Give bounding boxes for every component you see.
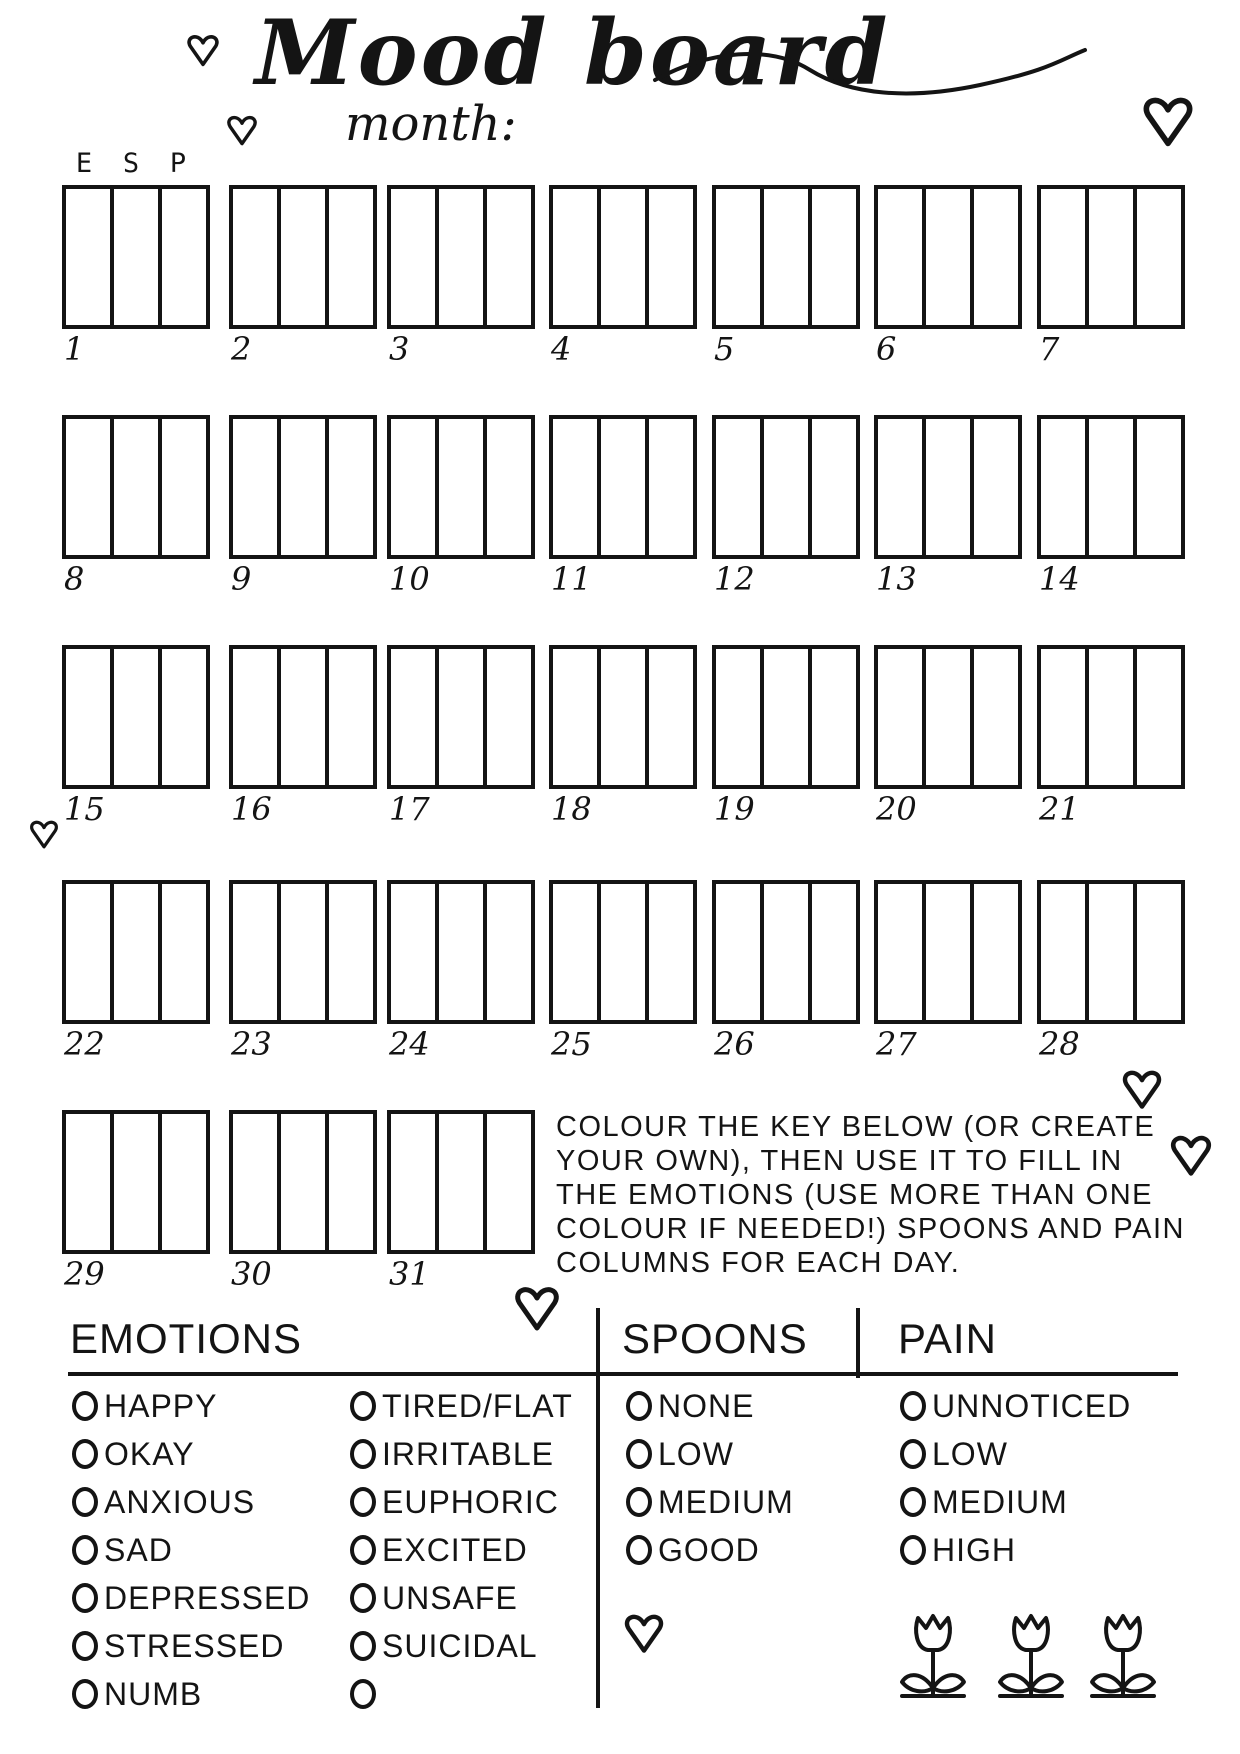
day-number: 26 [714,1025,755,1063]
day-tracker-box [1037,415,1185,559]
spoons-column[interactable] [281,884,329,1020]
day-cell [387,880,535,1070]
key-item [72,1526,310,1574]
key-item-label: STRESSED [104,1627,285,1664]
pain-column[interactable] [487,189,531,325]
day-number: 5 [714,330,735,368]
day-number: 31 [389,1255,430,1293]
emotion-column[interactable] [1041,419,1089,555]
spoons-column[interactable] [1089,649,1137,785]
colour-circle-icon[interactable] [350,1631,376,1661]
tulip-icon [900,1610,1180,1700]
key-item-label: IRRITABLE [382,1435,554,1472]
key-item-label: TIRED/FLAT [382,1387,573,1424]
colour-circle-icon[interactable] [350,1439,376,1469]
key-item [626,1526,794,1574]
pain-column[interactable] [162,1114,206,1250]
emotion-column[interactable] [391,884,439,1020]
spoons-column[interactable] [926,884,974,1020]
emotion-column[interactable] [233,189,281,325]
key-item [72,1382,310,1430]
day-cell [62,880,210,1070]
day-number: 1 [64,330,85,368]
day-tracker-box [229,1110,377,1254]
heart-icon [1120,1062,1164,1116]
pain-column-divider [856,1308,860,1378]
month-label: month: [345,96,517,152]
key-item-label: LOW [932,1435,1008,1472]
day-cell [62,1110,210,1300]
pain-column[interactable] [162,189,206,325]
spoons-column[interactable] [764,649,812,785]
spoons-column[interactable] [601,419,649,555]
colour-circle-icon[interactable] [350,1535,376,1565]
colour-circle-icon[interactable] [900,1535,926,1565]
day-cell [387,185,535,375]
emotion-column[interactable] [233,884,281,1020]
emotion-column[interactable] [716,884,764,1020]
key-item-label: HAPPY [104,1387,218,1424]
pain-column[interactable] [487,1114,531,1250]
emotion-column[interactable] [391,189,439,325]
day-cell [387,1110,535,1300]
day-tracker-box [229,880,377,1024]
key-item [350,1526,573,1574]
colour-circle-icon[interactable] [900,1487,926,1517]
pain-list [900,1382,1131,1574]
pain-column[interactable] [812,419,856,555]
key-item [72,1622,310,1670]
day-cell [229,645,377,835]
emotion-column[interactable] [716,189,764,325]
day-cell [1037,880,1185,1070]
spoons-column-divider [596,1308,600,1708]
pain-column[interactable] [329,189,373,325]
day-number: 24 [389,1025,430,1063]
colour-circle-icon[interactable] [72,1439,98,1469]
day-number: 16 [231,790,272,828]
instructions: COLOUR THE KEY BELOW (OR CREATE YOUR OWN), THEN USE IT TO FILL IN THE EMOTIONS (USE MORE THAN ONE COLOUR IF NEEDED!) SPOONS AND PAIN COLUMNS FOR EACH DAY. [556,1111,1185,1279]
day-tracker-box [712,880,860,1024]
spoons-column[interactable] [601,649,649,785]
key-item [900,1430,1131,1478]
day-number: 29 [64,1255,105,1293]
key-item [350,1622,573,1670]
key-item [626,1478,794,1526]
heart-icon [1140,90,1196,152]
spoons-column[interactable] [439,1114,487,1250]
day-number: 7 [1039,330,1060,368]
spoons-list [626,1382,794,1574]
day-cell [874,415,1022,605]
day-tracker-box [1037,880,1185,1024]
spoons-column[interactable] [601,884,649,1020]
spoons-column[interactable] [1089,189,1137,325]
day-number: 14 [1039,560,1080,598]
day-number: 23 [231,1025,272,1063]
pain-column[interactable] [1137,884,1181,1020]
colour-circle-icon[interactable] [72,1487,98,1517]
day-tracker-box [712,645,860,789]
day-cell [712,185,860,375]
day-number: 3 [389,330,410,368]
day-cell [712,415,860,605]
pain-column[interactable] [329,1114,373,1250]
emotion-column[interactable] [66,419,114,555]
emotions-list-2 [350,1382,573,1718]
spoons-column[interactable] [439,649,487,785]
spoons-column[interactable] [114,1114,162,1250]
pain-column[interactable] [974,189,1018,325]
spoons-column[interactable] [764,189,812,325]
key-item [72,1430,310,1478]
day-number: 11 [551,560,592,598]
day-number: 10 [389,560,430,598]
day-cell [549,185,697,375]
spoons-column[interactable] [281,189,329,325]
emotion-column[interactable] [1041,649,1089,785]
day-number: 21 [1039,790,1080,828]
emotion-column[interactable] [233,649,281,785]
day-tracker-box [1037,645,1185,789]
emotions-heading: EMOTIONS [70,1315,303,1362]
spoons-column[interactable] [926,189,974,325]
key-item [350,1670,573,1718]
key-item-label: SAD [104,1531,173,1568]
heart-icon [225,105,259,155]
colour-circle-icon[interactable] [900,1439,926,1469]
colour-circle-icon[interactable] [350,1391,376,1421]
key-item [626,1382,794,1430]
day-cell [229,415,377,605]
day-tracker-box [62,880,210,1024]
pain-column[interactable] [487,649,531,785]
day-cell [712,880,860,1070]
emotions-list-1 [72,1382,310,1718]
day-tracker-box [549,415,697,559]
pain-column[interactable] [329,419,373,555]
emotion-column[interactable] [391,649,439,785]
emotion-column[interactable] [553,419,601,555]
emotions-column-header: E [75,148,93,179]
day-tracker-box [62,415,210,559]
day-number: 22 [64,1025,105,1063]
emotion-column[interactable] [878,189,926,325]
day-cell [1037,185,1185,375]
day-cell [712,645,860,835]
day-number: 9 [231,560,252,598]
day-number: 17 [389,790,430,828]
pain-column[interactable] [1137,189,1181,325]
spoons-column[interactable] [1089,419,1137,555]
heart-icon [185,20,221,80]
heart-icon [28,808,60,860]
emotion-column[interactable] [66,189,114,325]
day-cell [874,185,1022,375]
day-number: 25 [551,1025,592,1063]
colour-circle-icon[interactable] [350,1583,376,1613]
emotion-column[interactable] [878,649,926,785]
key-item-label: NUMB [104,1675,203,1712]
spoons-column[interactable] [281,1114,329,1250]
day-tracker-box [874,415,1022,559]
key-item [72,1670,310,1718]
key-item [626,1430,794,1478]
spoons-column[interactable] [281,419,329,555]
spoons-column[interactable] [764,419,812,555]
pain-column[interactable] [812,884,856,1020]
day-tracker-box [62,1110,210,1254]
spoons-column[interactable] [926,649,974,785]
day-tracker-box [62,185,210,329]
emotion-column[interactable] [553,884,601,1020]
emotion-column[interactable] [391,419,439,555]
emotion-column[interactable] [66,649,114,785]
colour-circle-icon[interactable] [72,1631,98,1661]
day-number: 2 [231,330,252,368]
emotion-column[interactable] [66,884,114,1020]
day-number: 6 [876,330,897,368]
day-cell [229,1110,377,1300]
key-item [350,1574,573,1622]
day-number: 12 [714,560,755,598]
emotion-column[interactable] [716,649,764,785]
day-number: 8 [64,560,85,598]
day-cell [874,880,1022,1070]
pain-column[interactable] [162,884,206,1020]
heart-icon [1168,1122,1214,1188]
day-cell [549,880,697,1070]
colour-circle-icon[interactable] [626,1391,652,1421]
spoons-column-header: S [122,148,140,179]
spoons-column[interactable] [601,189,649,325]
pain-heading: PAIN [898,1315,997,1362]
colour-circle-icon[interactable] [626,1439,652,1469]
day-cell [229,880,377,1070]
pain-column[interactable] [162,419,206,555]
emotion-column[interactable] [66,1114,114,1250]
emotion-column[interactable] [878,419,926,555]
day-tracker-box [62,645,210,789]
day-number: 19 [714,790,755,828]
colour-circle-icon[interactable] [72,1583,98,1613]
spoons-column[interactable] [114,419,162,555]
pain-column[interactable] [812,649,856,785]
day-cell [1037,645,1185,835]
pain-column[interactable] [162,649,206,785]
key-item-label: UNNOTICED [932,1387,1132,1424]
key-item [350,1430,573,1478]
day-tracker-box [712,415,860,559]
emotion-column[interactable] [391,1114,439,1250]
day-tracker-box [229,185,377,329]
spoons-column[interactable] [114,189,162,325]
colour-circle-icon[interactable] [626,1487,652,1517]
key-item-label: ANXIOUS [104,1483,256,1520]
colour-circle-icon[interactable] [626,1535,652,1565]
day-number: 28 [1039,1025,1080,1063]
emotion-column[interactable] [553,649,601,785]
emotion-column[interactable] [553,189,601,325]
key-item-label: HIGH [932,1531,1016,1568]
day-tracker-box [387,645,535,789]
day-tracker-box [387,185,535,329]
day-tracker-box [549,880,697,1024]
day-cell [549,645,697,835]
day-cell [62,645,210,835]
day-tracker-box [229,645,377,789]
key-item-label: SUICIDAL [382,1627,538,1664]
day-tracker-box [387,415,535,559]
day-tracker-box [874,185,1022,329]
spoons-column[interactable] [1089,884,1137,1020]
key-item [900,1382,1131,1430]
pain-column[interactable] [974,419,1018,555]
key-item-label: MEDIUM [932,1483,1068,1520]
emotion-column[interactable] [233,1114,281,1250]
spoons-column[interactable] [439,419,487,555]
key-item-label: EXCITED [382,1531,528,1568]
key-item-label: GOOD [658,1531,760,1568]
spoons-column[interactable] [439,884,487,1020]
day-tracker-box [229,415,377,559]
pain-column[interactable] [487,884,531,1020]
day-cell [1037,415,1185,605]
day-tracker-box [874,880,1022,1024]
pain-column[interactable] [1137,649,1181,785]
column-headers [64,148,209,178]
pain-column[interactable] [487,419,531,555]
pain-column[interactable] [1137,419,1181,555]
day-number: 18 [551,790,592,828]
emotion-column[interactable] [716,419,764,555]
spoons-column[interactable] [764,884,812,1020]
key-item [72,1574,310,1622]
key-item-label: NONE [658,1387,755,1424]
key-item-label: MEDIUM [658,1483,794,1520]
pain-column[interactable] [974,649,1018,785]
key-item [350,1478,573,1526]
day-cell [874,645,1022,835]
day-cell [387,415,535,605]
spoons-column[interactable] [281,649,329,785]
pain-column[interactable] [974,884,1018,1020]
pain-column-header: P [169,148,187,179]
day-cell [387,645,535,835]
pain-column[interactable] [329,884,373,1020]
key-item [72,1478,310,1526]
day-tracker-box [387,1110,535,1254]
day-tracker-box [874,645,1022,789]
day-number: 13 [876,560,917,598]
colour-circle-icon[interactable] [900,1391,926,1421]
day-number: 4 [551,330,572,368]
colour-circle-icon[interactable] [72,1679,98,1709]
emotion-column[interactable] [1041,189,1089,325]
day-number: 27 [876,1025,917,1063]
day-cell [62,415,210,605]
colour-circle-icon[interactable] [350,1487,376,1517]
colour-circle-icon[interactable] [72,1391,98,1421]
key-divider [68,1372,1178,1376]
spoons-column[interactable] [114,884,162,1020]
day-number: 30 [231,1255,272,1293]
day-tracker-box [712,185,860,329]
colour-circle-icon[interactable] [72,1535,98,1565]
heart-icon [512,1280,562,1336]
day-tracker-box [549,645,697,789]
heart-icon [622,1600,666,1666]
pain-column[interactable] [649,419,693,555]
key-item [350,1382,573,1430]
title-swash-decoration [650,40,1090,110]
emotion-column[interactable] [878,884,926,1020]
day-cell [549,415,697,605]
day-cell [62,185,210,375]
spoons-column[interactable] [114,649,162,785]
key-item-label: LOW [658,1435,734,1472]
key-item-label: OKAY [104,1435,195,1472]
day-number: 20 [876,790,917,828]
key-item-label: UNSAFE [382,1579,518,1616]
key-item [900,1526,1131,1574]
pain-column[interactable] [649,189,693,325]
day-tracker-box [1037,185,1185,329]
spoons-heading: SPOONS [622,1315,808,1362]
pain-column[interactable] [812,189,856,325]
spoons-column[interactable] [926,419,974,555]
pain-column[interactable] [649,884,693,1020]
key-item-label: EUPHORIC [382,1483,559,1520]
day-tracker-box [387,880,535,1024]
spoons-column[interactable] [439,189,487,325]
page-title: Mood board [255,0,891,106]
key-item [900,1478,1131,1526]
day-cell [229,185,377,375]
emotion-column[interactable] [1041,884,1089,1020]
colour-circle-icon[interactable] [350,1679,376,1709]
pain-column[interactable] [329,649,373,785]
key-item-label: DEPRESSED [104,1579,311,1616]
pain-column[interactable] [649,649,693,785]
emotion-column[interactable] [233,419,281,555]
day-number: 15 [64,790,105,828]
day-tracker-box [549,185,697,329]
